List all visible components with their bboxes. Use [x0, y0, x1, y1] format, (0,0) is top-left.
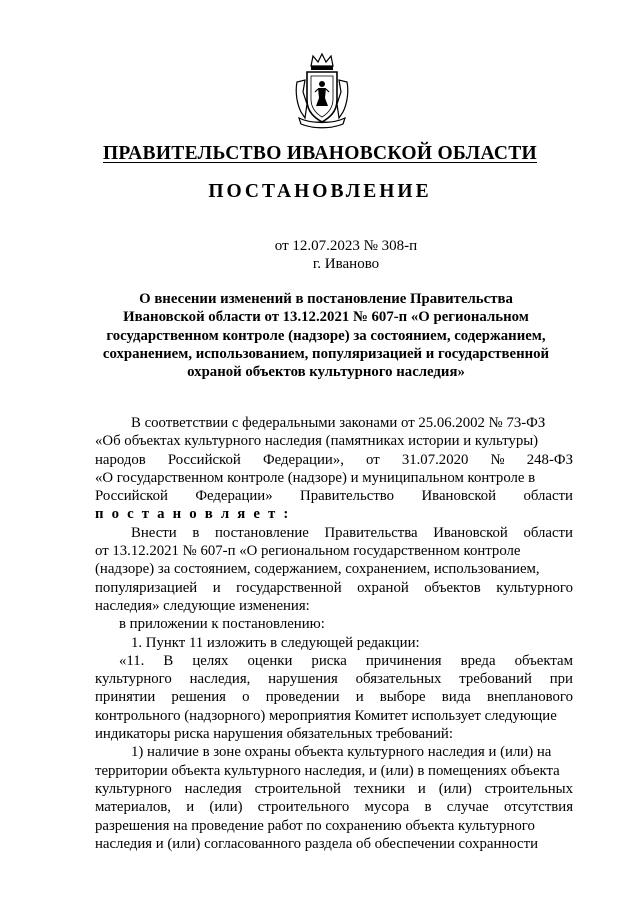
- body-text: и: [212, 579, 221, 596]
- body-text: в: [192, 524, 200, 541]
- subject-line: государственном контроле (надзоре) за состоянием, содержанием,: [106, 327, 546, 344]
- body-text: целях: [192, 652, 229, 669]
- body-text: объектов: [424, 579, 481, 596]
- subject-line: охраной объектов культурного наследия»: [187, 364, 465, 381]
- body-text: строительного: [257, 799, 350, 816]
- body-text: объектам: [514, 652, 573, 669]
- organization-title: ПРАВИТЕЛЬСТВО ИВАНОВСКОЙ ОБЛАСТИ: [102, 143, 538, 164]
- subject-line: сохранением, использованием, популяризацией и государственной: [102, 345, 550, 362]
- body-line: [95, 743, 573, 761]
- document-body: [95, 414, 573, 853]
- body-text: наследия: [184, 780, 242, 797]
- body-line: [95, 780, 573, 798]
- body-text: материалов,: [95, 799, 171, 816]
- body-text: Правительства: [324, 524, 418, 541]
- body-text: разрешения на проведение работ по сохранению объекта культурного: [95, 817, 535, 834]
- body-line: [95, 835, 573, 853]
- body-text: контрольного (надзорного) мероприятия Комитет использует следующие: [95, 707, 557, 724]
- body-text: и: [186, 799, 195, 816]
- body-text: популяризацией: [95, 579, 198, 596]
- body-text: от: [366, 451, 380, 468]
- body-text: В соответствии с федеральными законами от 25.06.2002 № 73-ФЗ: [131, 415, 546, 431]
- body-text: 1) наличие в зоне охраны объекта культурного наследия и (или) на: [131, 744, 552, 761]
- body-text: Федерации»,: [262, 451, 344, 468]
- subject-line: О внесении изменений в постановление Правительства: [139, 291, 513, 307]
- body-line: [95, 688, 573, 706]
- body-text: от 13.12.2021 № 607-п «О региональном государственном контроле: [95, 543, 521, 560]
- body-text: решения: [171, 689, 226, 706]
- body-text: «Об объектах культурного наследия (памятниках истории и культуры): [95, 433, 539, 450]
- body-text: Ивановской: [433, 524, 508, 541]
- body-text: 31.07.2020: [401, 451, 469, 468]
- body-text: в приложении к постановлению:: [119, 616, 325, 633]
- body-line: [95, 560, 573, 578]
- body-text: государственной: [236, 579, 342, 596]
- body-text: требований: [459, 671, 532, 688]
- body-line: [95, 487, 573, 505]
- body-text: области: [523, 488, 573, 505]
- body-text: отсутствия: [503, 799, 573, 816]
- body-text: о: [242, 689, 250, 706]
- body-text: строительной: [254, 780, 341, 797]
- body-line: [95, 505, 573, 523]
- body-text: постановление: [214, 524, 309, 541]
- body-line: [95, 542, 573, 560]
- body-line: [95, 725, 573, 743]
- body-text: Ивановской: [421, 488, 497, 505]
- body-line: [95, 524, 573, 542]
- body-text: №: [490, 451, 505, 468]
- body-text: п о с т а н о в л я е т :: [95, 506, 291, 523]
- body-text: наследия» следующие изменения:: [95, 597, 310, 614]
- body-text: строительных: [484, 780, 573, 797]
- body-text: Правительство: [300, 488, 395, 505]
- body-text: Российской: [95, 488, 168, 505]
- coat-of-arms-icon: [293, 52, 351, 132]
- body-line: [95, 652, 573, 670]
- document-date-number: от 12.07.2023 № 308-п: [274, 238, 418, 254]
- body-text: (или): [209, 799, 243, 816]
- body-text: культурного: [95, 671, 172, 688]
- body-text: «11.: [119, 652, 145, 669]
- body-text: наследия и (или) согласованного раздела об обеспечении сохранности: [95, 835, 539, 852]
- body-text: внепланового: [486, 689, 573, 706]
- body-text: В: [163, 652, 174, 669]
- body-text: проведении: [265, 689, 340, 706]
- body-text: вида: [441, 689, 471, 706]
- body-line: [95, 469, 573, 487]
- body-line: [95, 615, 573, 633]
- body-text: Российской: [167, 451, 241, 468]
- body-text: оценки: [247, 652, 293, 669]
- body-text: «О государственном контроле (надзоре) и муниципальном контроле в: [95, 469, 536, 486]
- document-type-heading: ПОСТАНОВЛЕНИЕ: [208, 181, 432, 202]
- body-text: и: [417, 780, 426, 797]
- body-text: территории объекта культурного наследия, и (или) в помещениях объекта: [95, 762, 560, 779]
- body-text: области: [523, 524, 573, 541]
- body-text: обязательных: [355, 671, 442, 688]
- body-line: [95, 670, 573, 688]
- document-subject: [96, 290, 556, 381]
- body-text: охраной: [357, 579, 409, 596]
- body-line: [95, 451, 573, 469]
- body-line: [95, 634, 573, 652]
- body-text: принятии: [95, 689, 156, 706]
- body-line: [95, 432, 573, 450]
- subject-line: Ивановской области от 13.12.2021 № 607-п «О региональном: [123, 309, 529, 326]
- body-text: вреда: [460, 652, 496, 669]
- body-text: 1. Пункт 11 изложить в следующей редакции:: [131, 634, 420, 651]
- body-line: [95, 707, 573, 725]
- body-line: [95, 579, 573, 597]
- body-text: нарушения: [268, 671, 338, 688]
- body-text: риска: [311, 652, 347, 669]
- body-text: Федерации»: [195, 488, 273, 505]
- body-text: техники: [353, 780, 406, 797]
- body-text: в: [424, 799, 432, 816]
- body-text: 248-ФЗ: [526, 451, 573, 468]
- body-text: и: [355, 689, 364, 706]
- body-text: мусора: [364, 799, 410, 816]
- document-meta: [0, 237, 640, 273]
- body-text: народов: [95, 451, 146, 468]
- body-text: культурного: [496, 579, 573, 596]
- body-line: [95, 762, 573, 780]
- body-text: Внести: [131, 524, 177, 541]
- body-text: наследия,: [189, 671, 251, 688]
- body-text: случае: [446, 799, 489, 816]
- body-line: [95, 817, 573, 835]
- body-text: причинения: [365, 652, 442, 669]
- body-text: культурного: [95, 780, 172, 797]
- body-text: при: [549, 671, 573, 688]
- body-line: [95, 597, 573, 615]
- body-text: выборе: [379, 689, 426, 706]
- body-line: [95, 798, 573, 816]
- body-text: индикаторы риска нарушения обязательных требований:: [95, 726, 453, 743]
- body-line: [95, 414, 573, 432]
- body-text: (надзоре) за состоянием, содержанием, сохранением, использованием,: [95, 561, 540, 578]
- document-city: г. Иваново: [312, 256, 380, 272]
- body-text: (или): [438, 780, 472, 797]
